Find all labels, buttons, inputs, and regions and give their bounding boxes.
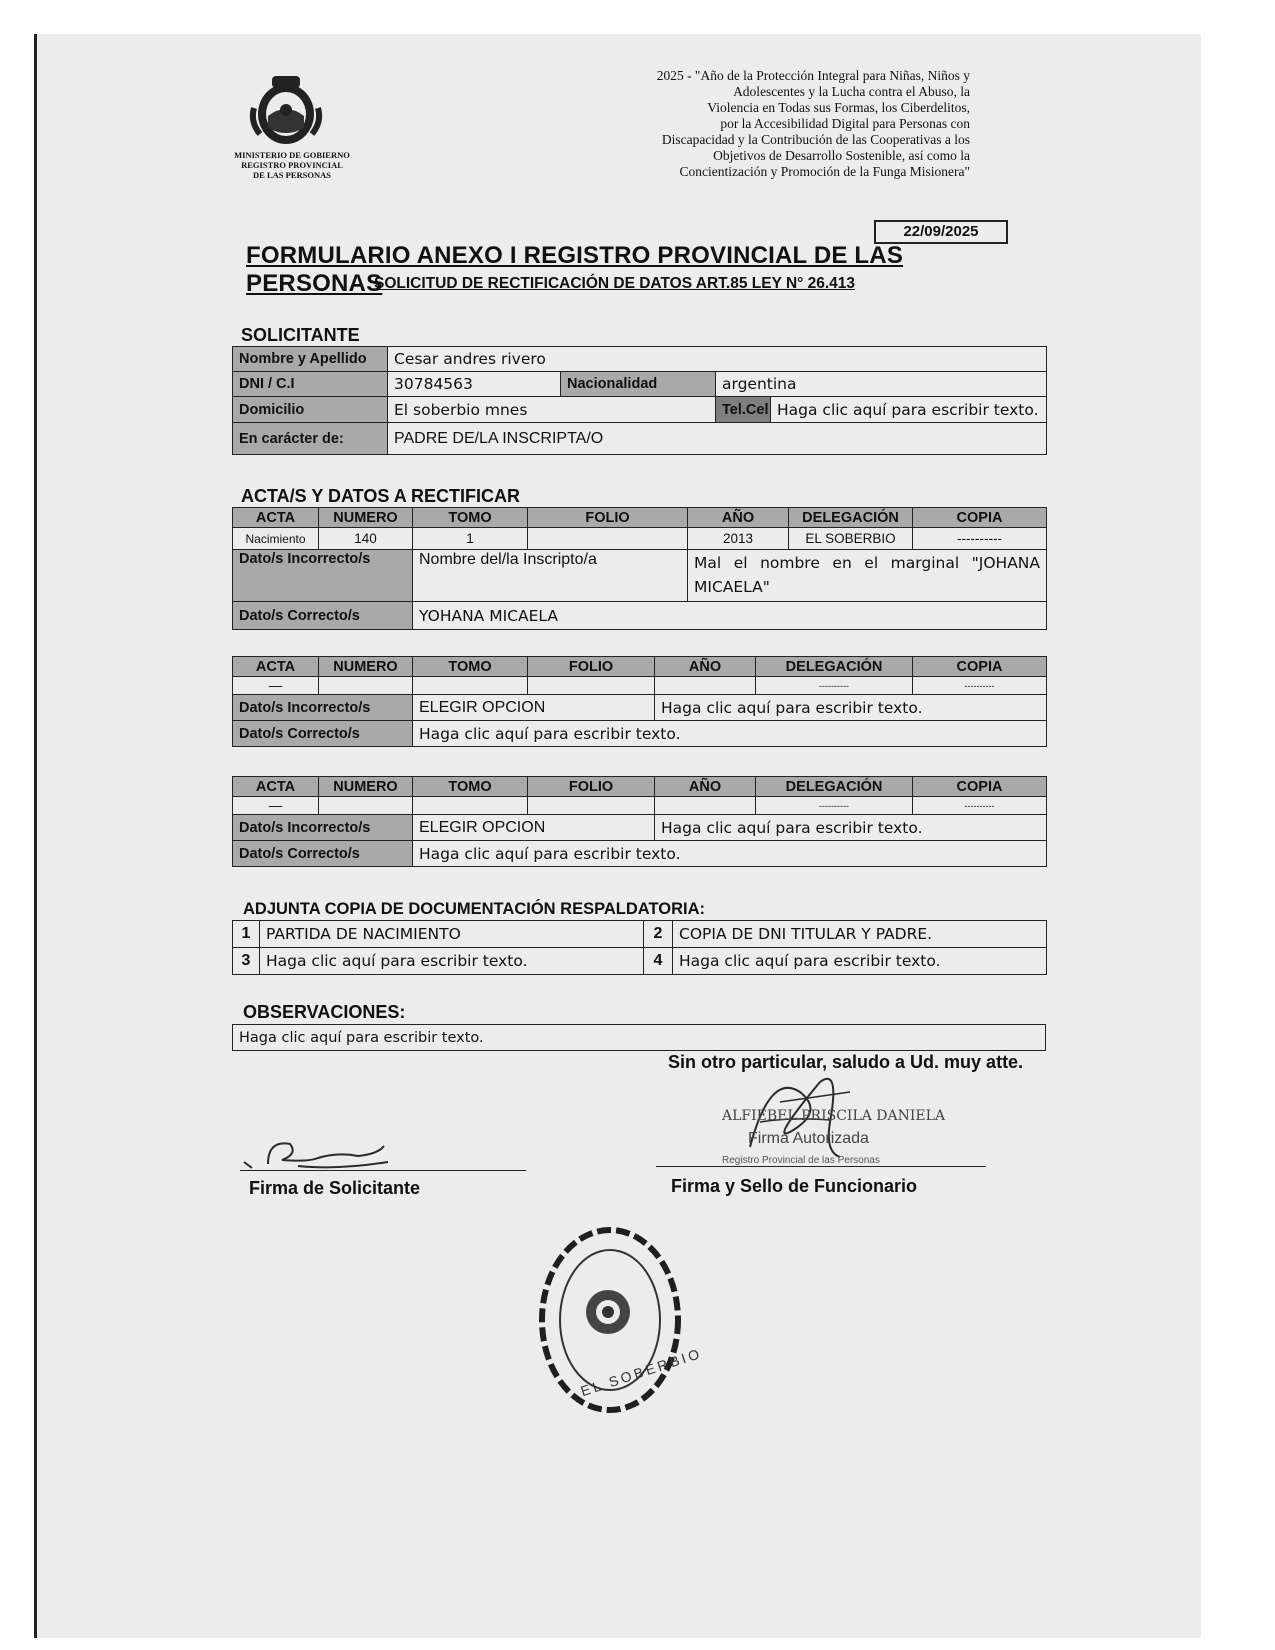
acta-field[interactable]: — [233,797,319,815]
folio-field[interactable] [528,677,655,695]
nacionalidad-label: Nacionalidad [561,372,716,397]
table-row [233,372,1047,397]
actas-section-title: ACTA/S Y DATOS A RECTIFICAR [241,486,521,506]
dni-field[interactable]: 30784563 [388,372,561,397]
nacionalidad-field[interactable]: argentina [716,372,1047,397]
table-row [233,815,1047,841]
institution-line-1: MINISTERIO DE GOBIERNO [234,150,350,160]
numero-field[interactable] [319,677,413,695]
dato-incorrecto-label: Dato/s Incorrecto/s [233,695,413,721]
header-folio: FOLIO [528,508,688,528]
dato-incorrecto-detail[interactable]: Haga clic aquí para escribir texto. [655,695,1047,721]
header-delegacion: DELEGACIÓN [756,777,913,797]
dato-incorrecto-detail[interactable]: Mal el nombre en el marginal "JOHANA MICAELA" [688,550,1047,602]
header-anio: AÑO [688,508,789,528]
header-numero: NUMERO [319,508,413,528]
domicilio-label: Domicilio [233,397,388,423]
acta-table-3 [232,776,1047,867]
tomo-field[interactable] [413,797,528,815]
header-folio: FOLIO [528,657,655,677]
table-row [233,528,1047,550]
acta-table-1 [232,507,1047,630]
date-field[interactable]: 22/09/2025 [874,220,1008,244]
dato-incorrecto-label: Dato/s Incorrecto/s [233,815,413,841]
stamp-name: ALFIEBEL PRISCILA DANIELA [722,1108,946,1124]
caracter-field[interactable]: PADRE DE/LA INSCRIPTA/O [388,423,1047,455]
nombre-field[interactable]: Cesar andres rivero [388,347,1047,372]
folio-field[interactable] [528,528,688,550]
form-subtitle: SOLICITUD DE RECTIFICACIÓN DE DATOS ART.85 LEY N° 26.413 [374,275,856,292]
table-row [233,677,1047,695]
documentacion-table [232,920,1047,975]
dato-correcto-label: Dato/s Correcto/s [233,721,413,747]
telcel-field[interactable]: Haga clic aquí para escribir texto. [771,397,1047,423]
table-row [233,423,1047,455]
stamp-office: Registro Provincial de las Personas [722,1155,880,1166]
solicitante-table [232,346,1047,455]
dato-correcto-label: Dato/s Correcto/s [233,841,413,867]
acta-field[interactable]: — [233,677,319,695]
doc-number: 4 [644,948,673,975]
doc-item-field[interactable]: Haga clic aquí para escribir texto. [673,948,1047,975]
header-tomo: TOMO [413,777,528,797]
header-numero: NUMERO [319,657,413,677]
copia-field[interactable]: ---------- [913,528,1047,550]
dato-incorrecto-select[interactable]: ELEGIR OPCION [413,815,655,841]
observaciones-field[interactable]: Haga clic aquí para escribir texto. [233,1025,1046,1051]
delegacion-field[interactable]: ---------- [756,797,913,815]
header-acta: ACTA [233,508,319,528]
table-row [233,550,1047,602]
doc-item-field[interactable]: COPIA DE DNI TITULAR Y PADRE. [673,921,1047,948]
telcel-label: Tel.Cel [716,397,771,423]
doc-item-field[interactable]: PARTIDA DE NACIMIENTO [260,921,644,948]
dato-incorrecto-select[interactable]: ELEGIR OPCION [413,695,655,721]
solicitante-signature-label: Firma de Solicitante [249,1178,421,1198]
tomo-field[interactable]: 1 [413,528,528,550]
acta-field[interactable]: Nacimiento [233,528,319,550]
dato-incorrecto-label: Dato/s Incorrecto/s [233,550,413,602]
tomo-field[interactable] [413,677,528,695]
header-tomo: TOMO [413,508,528,528]
dato-correcto-field[interactable]: Haga clic aquí para escribir texto. [413,721,1047,747]
funcionario-signature-line [656,1166,986,1167]
dato-incorrecto-select[interactable]: Nombre del/la Inscripto/a [413,550,688,602]
header-acta: ACTA [233,657,319,677]
table-row [233,508,1047,528]
dato-correcto-field[interactable]: YOHANA MICAELA [413,602,1047,630]
anio-field[interactable] [655,797,756,815]
table-row [233,1025,1046,1051]
doc-number: 2 [644,921,673,948]
form-title: FORMULARIO ANEXO I REGISTRO PROVINCIAL DE LAS PERSONAS [246,242,904,297]
anio-field[interactable] [655,677,756,695]
table-row [233,948,1047,975]
table-row [233,921,1047,948]
table-row [233,721,1047,747]
table-row [233,797,1047,815]
delegacion-field[interactable]: EL SOBERBIO [789,528,913,550]
caracter-label: En carácter de: [233,423,388,455]
solicitante-signature-scribble [238,1134,398,1174]
seal-text: EL SOBERBIO [578,1344,704,1400]
institution-name [222,150,362,180]
header-numero: NUMERO [319,777,413,797]
institution-line-2: REGISTRO PROVINCIAL [241,160,343,170]
header-delegacion: DELEGACIÓN [756,657,913,677]
documentacion-section-title: ADJUNTA COPIA DE DOCUMENTACIÓN RESPALDATORIA: [243,900,705,918]
header-copia: COPIA [913,508,1047,528]
table-row [233,602,1047,630]
solicitante-section-title: SOLICITANTE [241,325,360,345]
table-row [233,657,1047,677]
doc-item-field[interactable]: Haga clic aquí para escribir texto. [260,948,644,975]
copia-field[interactable]: ---------- [913,797,1047,815]
institution-line-3: DE LAS PERSONAS [253,170,331,180]
acta-table-2 [232,656,1047,747]
delegacion-field[interactable]: ---------- [756,677,913,695]
nombre-label: Nombre y Apellido [233,347,388,372]
anio-field[interactable]: 2013 [688,528,789,550]
numero-field[interactable] [319,797,413,815]
header-acta: ACTA [233,777,319,797]
folio-field[interactable] [528,797,655,815]
header-delegacion: DELEGACIÓN [789,508,913,528]
doc-number: 3 [233,948,260,975]
observaciones-section-title: OBSERVACIONES: [243,1002,406,1022]
closing-text: Sin otro particular, saludo a Ud. muy atte. [668,1052,1024,1072]
header-folio: FOLIO [528,777,655,797]
stamp-role: Firma Autorizada [748,1130,869,1147]
funcionario-signature-label: Firma y Sello de Funcionario [671,1176,918,1196]
header-anio: AÑO [655,777,756,797]
table-row [233,777,1047,797]
table-row [233,695,1047,721]
table-row [233,841,1047,867]
header-copia: COPIA [913,657,1047,677]
observaciones-table [232,1024,1046,1051]
dni-label: DNI / C.I [233,372,388,397]
doc-number: 1 [233,921,260,948]
numero-field[interactable]: 140 [319,528,413,550]
provincial-coat-of-arms-logo [246,72,326,150]
header-anio: AÑO [655,657,756,677]
year-motto: 2025 - "Año de la Protección Integral para Niñas, Niños y Adolescentes y la Lucha contra el Abuso, la Violencia en Todas sus Formas, los Ciberdelitos, por la Accesibilidad Digital para Personas con Discapacidad y la Contribución de las Cooperativas a los Objetivos de Desarrollo Sostenible, así como la Concientización y Promoción de la Funga Misionera" [656,68,970,179]
header-tomo: TOMO [413,657,528,677]
dato-correcto-field[interactable]: Haga clic aquí para escribir texto. [413,841,1047,867]
table-row [233,347,1047,372]
table-row [233,397,1047,423]
domicilio-field[interactable]: El soberbio mnes [388,397,716,423]
dato-correcto-label: Dato/s Correcto/s [233,602,413,630]
copia-field[interactable]: ---------- [913,677,1047,695]
dato-incorrecto-detail[interactable]: Haga clic aquí para escribir texto. [655,815,1047,841]
header-copia: COPIA [913,777,1047,797]
